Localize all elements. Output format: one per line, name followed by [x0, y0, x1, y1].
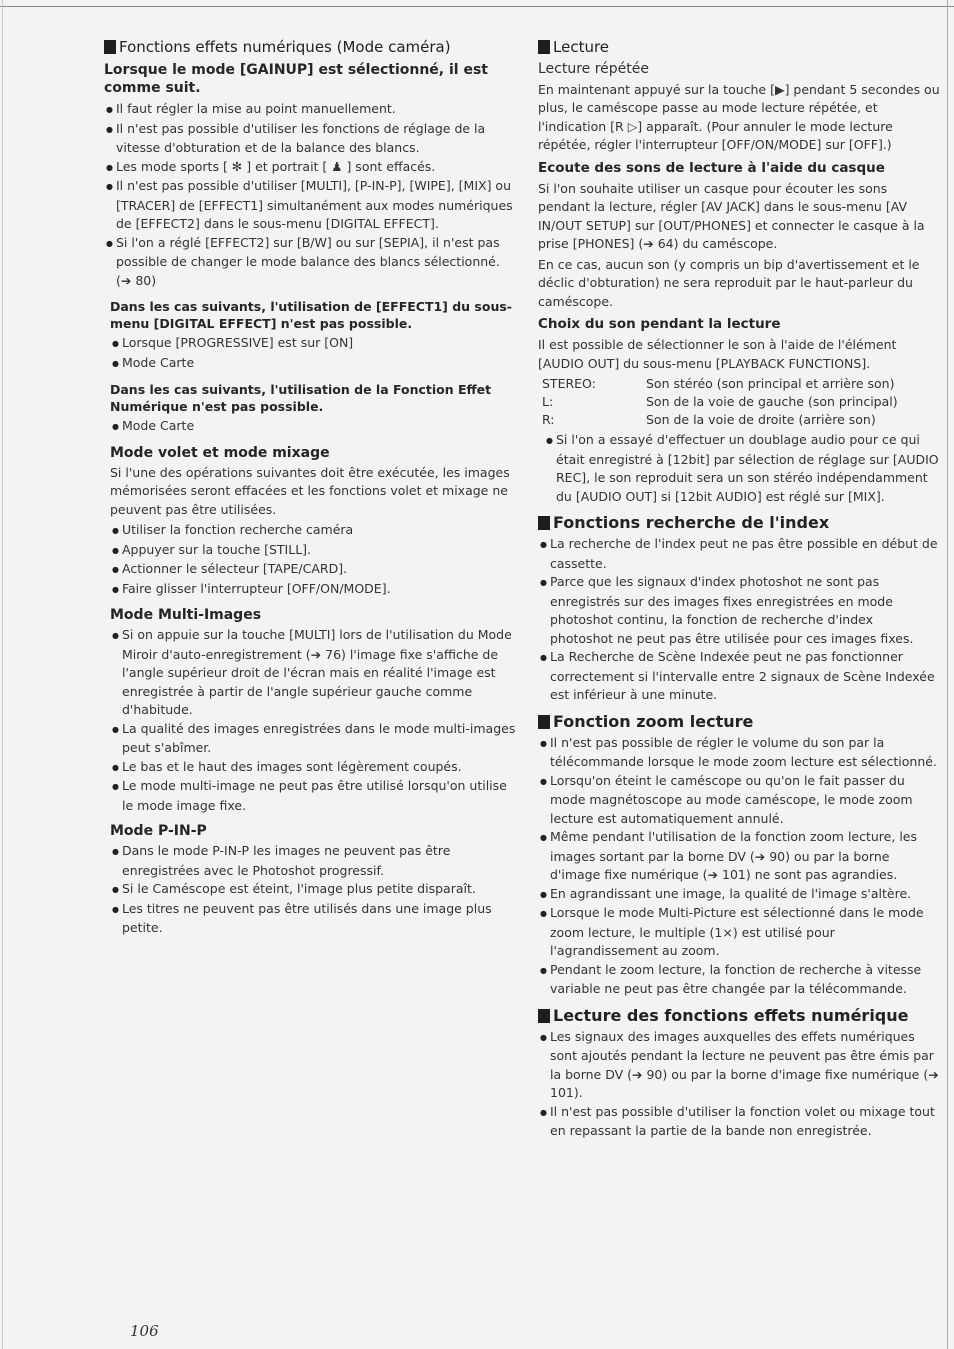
case-heading: Dans les cas suivants, l'utilisation de [EFFECT1] du sous-menu [DIGITAL EFFECT] n'est pas possible.: [110, 299, 512, 331]
list-item: ● Si le Caméscope est éteint, l'image plus petite disparaît.: [110, 880, 518, 900]
list-item: ● Si l'on a réglé [EFFECT2] sur [B/W] ou sur [SEPIA], il n'est pas possible de changer le mode balance des blancs sélectionné. (➔ 80): [104, 234, 518, 291]
list-item: ● Lorsque le mode Multi-Picture est sélectionné dans le mode zoom lecture, le multiple (1×) est utilisé pour l'agrandissement au zoom.: [538, 904, 940, 961]
paragraph: En maintenant appuyé sur la touche [▶] pendant 5 secondes ou plus, le caméscope passe au mode lecture répétée, et l'indication [R ▷] apparaît. (Pour annuler le mode lecture répétée, régler l'interrupteur [OFF/ON/MODE] sur [OFF].): [538, 81, 940, 152]
audio-row: L: Son de la voie de gauche (son principal): [542, 394, 898, 409]
square-bullet-icon: [538, 715, 550, 729]
section-title: Fonctions effets numériques (Mode caméra): [104, 38, 518, 57]
audio-row: R: Son de la voie de droite (arrière son): [542, 412, 876, 427]
list-item: ● Il n'est pas possible d'utiliser la fonction volet ou mixage tout en repassant la partie de la bande non enregistrée.: [538, 1103, 940, 1141]
list-item: ● Pendant le zoom lecture, la fonction de recherche à vitesse variable ne peut pas être changée par la télécommande.: [538, 961, 940, 999]
list-item: ● Mode Carte: [110, 354, 518, 374]
list-item: ● La Recherche de Scène Indexée peut ne pas fonctionner correctement si l'intervalle entre 2 signaux de Scène Indexée est inférieur à une minute.: [538, 648, 940, 705]
bullet-list: [110, 842, 518, 938]
subsection-title: Mode volet et mode mixage: [110, 444, 330, 461]
list-item: ● Il faut régler la mise au point manuellement.: [104, 100, 518, 120]
list-item: ● Parce que les signaux d'index photoshot ne sont pas enregistrés sur des images fixes enregistrées en mode photoshot continu, la fonction de recherche d'index photoshot ne peut pas être utilisée pour ces images fixes.: [538, 573, 940, 648]
section-digital-effects: [104, 38, 518, 437]
list-item: ● Même pendant l'utilisation de la fonction zoom lecture, les images sortant par la borne DV (➔ 90) ou par la borne d'image fixe numérique (➔ 101) ne sont pas agrandies.: [538, 828, 940, 885]
section-title: Lecture: [538, 38, 940, 57]
list-item: ● Si on appuie sur la touche [MULTI] lors de l'utilisation du Mode Miroir d'auto-enregistrement (➔ 76) l'image fixe s'affiche de l'angle supérieur droit de l'écran mais en réalité l'image est enregistrée à partir de l'angle supérieur gauche comme d'habitude.: [110, 626, 518, 720]
bullet-list: [110, 626, 518, 815]
square-bullet-icon: [104, 40, 116, 54]
paragraph: Si l'on souhaite utiliser un casque pour écouter les sons pendant la lecture, régler [AV JACK] dans le sous-menu [AV IN/OUT SETUP] sur [OUT/PHONES] et connecter le casque à la prise [PHONES] (➔ 64) du caméscope.: [538, 180, 925, 251]
section-pinp: [104, 822, 518, 938]
bullet-list: [538, 734, 940, 999]
list-item: ● Lorsqu'on éteint le caméscope ou qu'on le fait passer du mode magnétoscope au mode caméscope, le mode zoom lecture est automatiquement annulé.: [538, 772, 940, 829]
page-edge: [0, 6, 954, 7]
paragraph: Il est possible de sélectionner le son à l'aide de l'élément [AUDIO OUT] du sous-menu [PLAYBACK FUNCTIONS].: [538, 337, 897, 371]
list-item: ● Le bas et le haut des images sont légèrement coupés.: [110, 758, 518, 778]
square-bullet-icon: [538, 516, 550, 530]
paragraph: Si l'une des opérations suivantes doit être exécutée, les images mémorisées seront effacées et les fonctions volet et mixage ne peuvent pas être utilisées.: [110, 464, 510, 517]
section-effects-playback: [538, 1006, 940, 1141]
list-item: ● Faire glisser l'interrupteur [OFF/ON/MODE].: [110, 580, 518, 600]
section-title: Fonction zoom lecture: [538, 712, 940, 731]
section-playback: [538, 38, 940, 506]
bullet-list: [110, 417, 518, 437]
list-item: ● Il n'est pas possible de régler le volume du son par la télécommande lorsque le mode zoom lecture est sélectionné.: [538, 734, 940, 772]
section-index-search: [538, 513, 940, 705]
page-number: 106: [130, 1322, 159, 1340]
left-column: [104, 38, 518, 945]
list-item: ● Appuyer sur la touche [STILL].: [110, 541, 518, 561]
list-item: ● Il n'est pas possible d'utiliser [MULTI], [P-IN-P], [WIPE], [MIX] ou [TRACER] de [EFFECT1] simultanément aux modes numériques de [EFFECT2] dans le sous-menu [DIGITAL EFFECT].: [104, 177, 518, 234]
list-item: ● La qualité des images enregistrées dans le mode multi-images peut s'abîmer.: [110, 720, 518, 758]
list-item: ● Actionner le sélecteur [TAPE/CARD].: [110, 560, 518, 580]
bullet-list: [538, 1028, 940, 1141]
list-item: ● Dans le mode P-IN-P les images ne peuvent pas être enregistrées avec le Photoshot progressif.: [110, 842, 518, 880]
list-item: ● Utiliser la fonction recherche caméra: [110, 521, 518, 541]
bullet-list: [104, 100, 518, 290]
square-bullet-icon: [538, 1009, 550, 1023]
square-bullet-icon: [538, 40, 550, 54]
list-item: ● Les mode sports [ ✻ ] et portrait [ ♟ ] sont effacés.: [104, 158, 518, 178]
audio-out-options: [542, 375, 940, 429]
bullet-list: [110, 521, 518, 599]
bullet-list: [538, 535, 940, 705]
page-edge: [2, 0, 3, 1349]
section-playback-zoom: [538, 712, 940, 999]
subsection-title: Mode P-IN-P: [110, 823, 207, 839]
list-item: ● Lorsque [PROGRESSIVE] est sur [ON]: [110, 334, 518, 354]
list-item: ● Mode Carte: [110, 417, 518, 437]
list-item: ● La recherche de l'index peut ne pas être possible en début de cassette.: [538, 535, 940, 573]
case-heading: Dans les cas suivants, l'utilisation de la Fonction Effet Numérique n'est pas possible.: [110, 382, 492, 414]
list-item: ● Il n'est pas possible d'utiliser les fonctions de réglage de la vitesse d'obturation et de la balance des blancs.: [104, 120, 518, 158]
page-edge: [947, 0, 948, 1349]
audio-row: STEREO: Son stéréo (son principal et arrière son): [542, 376, 895, 391]
paragraph: En ce cas, aucun son (y compris un bip d'avertissement et le déclic d'obturation) ne sera reproduit par le haut-parleur du caméscope.: [538, 256, 920, 309]
right-column: [538, 38, 940, 1148]
subsection-title: Choix du son pendant la lecture: [538, 316, 781, 332]
bullet-list: [110, 334, 518, 373]
bullet-list: [544, 431, 940, 506]
section-title: Lecture des fonctions effets numérique: [538, 1006, 940, 1025]
section-wipe-mix: [104, 444, 518, 600]
subsection-title: Ecoute des sons de lecture à l'aide du casque: [538, 159, 885, 176]
list-item: ● En agrandissant une image, la qualité de l'image s'altère.: [538, 885, 940, 905]
list-item: ● Le mode multi-image ne peut pas être utilisé lorsqu'on utilise le mode image fixe.: [110, 777, 518, 815]
subsection-title: Lecture répétée: [538, 61, 650, 77]
list-item: ● Les signaux des images auxquelles des effets numériques sont ajoutés pendant la lecture ne peuvent pas être émis par la borne DV (➔ 90) ou par la borne d'image fixe numérique (➔ 101).: [538, 1028, 940, 1103]
section-title: Fonctions recherche de l'index: [538, 513, 940, 532]
section-multi-images: [104, 606, 518, 815]
list-item: ● Si l'on a essayé d'effectuer un doublage audio pour ce qui était enregistré à [12bit] par sélection de réglage sur [AUDIO REC], le son reproduit sera un son stéréo indépendamment du [AUDIO OUT] si [12bit AUDIO] est réglé sur [MIX].: [544, 431, 940, 506]
lead-text: Lorsque le mode [GAINUP] est sélectionné, il est comme suit.: [104, 62, 488, 96]
list-item: ● Les titres ne peuvent pas être utilisés dans une image plus petite.: [110, 900, 518, 938]
subsection-title: Mode Multi-Images: [110, 607, 262, 623]
